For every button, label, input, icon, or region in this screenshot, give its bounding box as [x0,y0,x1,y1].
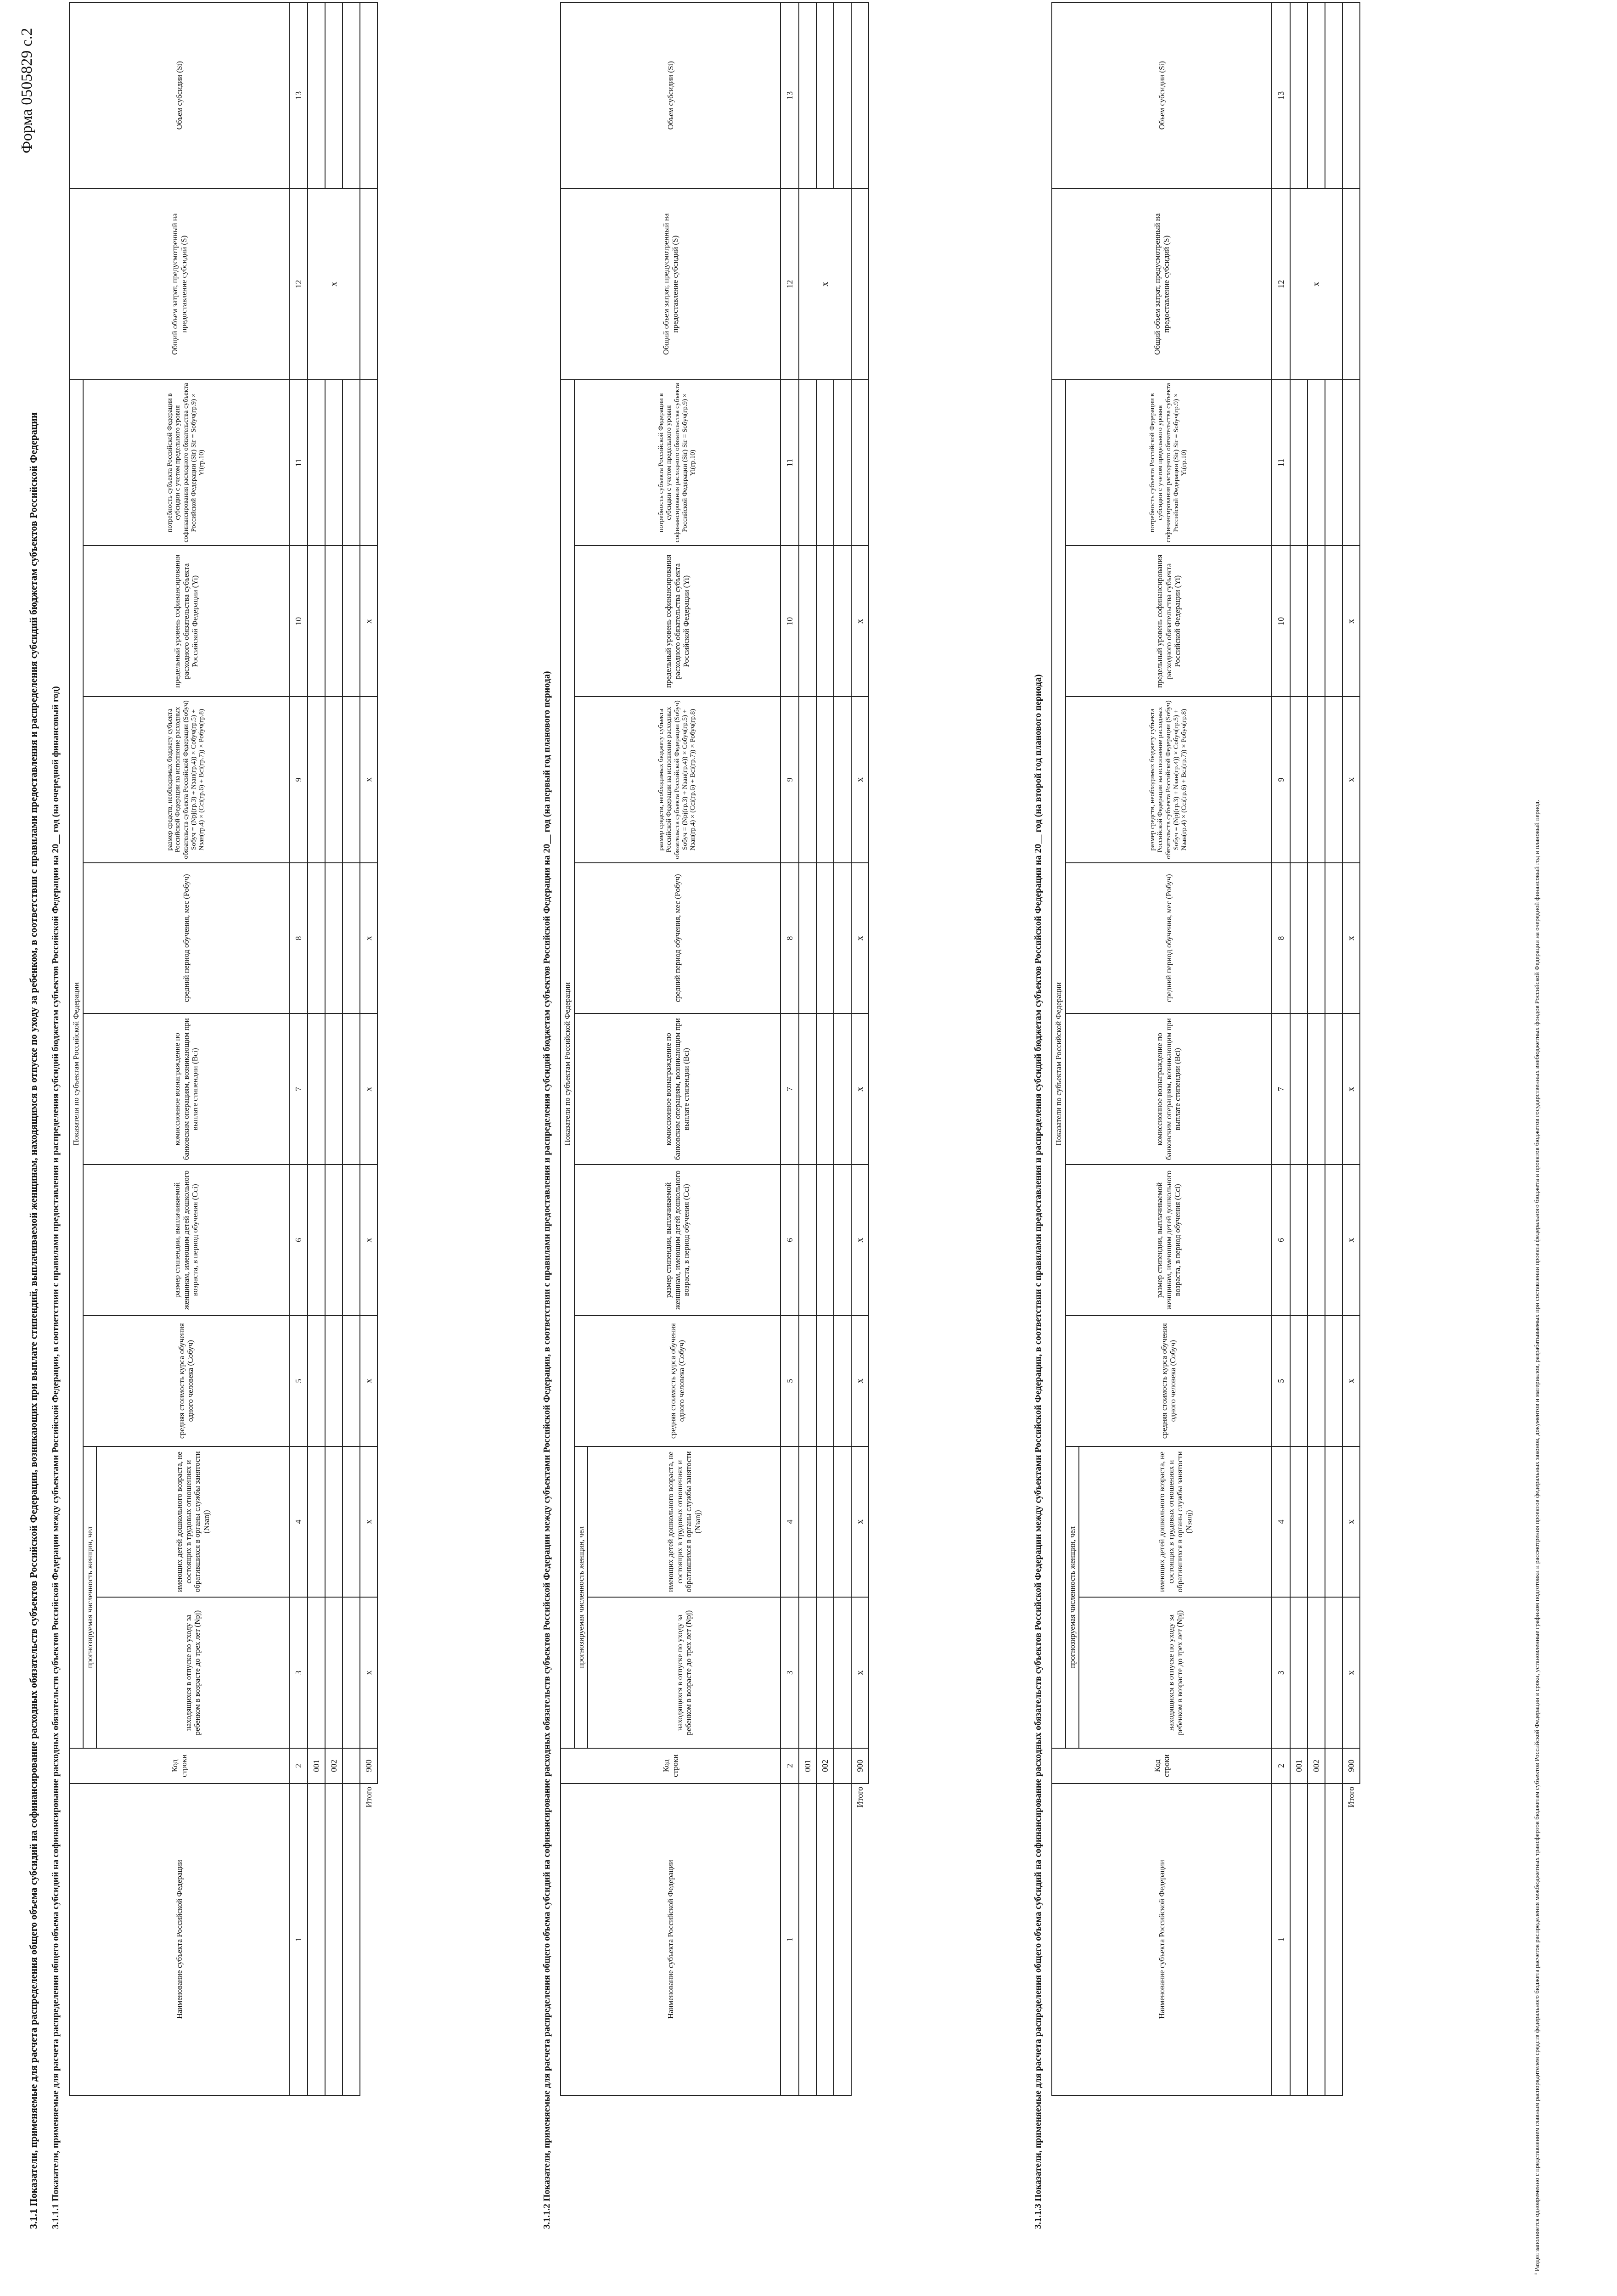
column-number: 3 [289,1597,308,1748]
itogo-code: 900 [1342,1748,1360,1784]
data-cell[interactable] [308,863,325,1014]
data-cell[interactable] [308,1597,325,1748]
column-number: 5 [289,1316,308,1446]
header-name: Наименование субъекта Российской Федерации [561,1784,780,2095]
data-cell[interactable] [360,380,377,546]
data-cell[interactable] [1325,1165,1342,1316]
x-mark: x [1342,546,1360,697]
data-cell[interactable] [1290,2,1308,188]
x-mark: x [851,1013,869,1165]
data-cell[interactable] [1308,1165,1325,1316]
header-indicators-group: Показатели по субъектам Российской Федерации [1052,380,1066,1748]
footnote: ¹ Раздел заполняется одновременно с представлением главным распорядителем средств федерального бюджета расчетов распределения межбюджетных трансфертов бюджетам субъектов Российской Федерации в сроки, установленные графиком подготовки и рассмотрения проектов федеральных законов, документов и материалов, разрабатываемых при составлении проекта федерального бюджета и проектов бюджетов государственных внебюджетных фондов Российской Федерации на очередной финансовый год и плановый период. [1534,800,1541,2275]
x-mark: x [308,188,360,379]
itogo-label: Итого [364,1786,374,1808]
itogo-row [851,2,869,2095]
column-number: 13 [780,2,799,188]
form-code: Форма 0505829 с.2 [18,28,35,153]
column-number: 11 [780,380,799,546]
header-col11: потребность субъекта Российской Федерации в субсидии с учетом предельного уровня софинансирования расходного обязательства субъекта Российской Федерации (Sir) Sir = Sобуч(гр.9) × Yi(гр.10) [1066,380,1272,546]
data-cell[interactable] [1290,1165,1308,1316]
header-col6: размер стипендии, выплачиваемой женщинам, имеющим детей дошкольного возраста, в период обучения (Cсi) [1066,1165,1272,1316]
data-cell[interactable] [342,1597,360,1748]
data-cell[interactable] [1342,380,1360,546]
header-col5: средняя стоимость курса обучения одного человека (Cобуч) [574,1316,781,1446]
data-cell[interactable] [342,1013,360,1165]
x-mark: x [1342,863,1360,1014]
data-cell[interactable] [1308,2,1325,188]
data-cell[interactable] [1290,1446,1308,1598]
column-number: 1 [289,1784,308,2095]
column-number: 7 [289,1013,308,1165]
data-cell[interactable] [834,863,851,1014]
x-mark: x [360,1446,377,1598]
row-code: 002 [816,1748,834,1784]
data-cell[interactable] [851,188,869,379]
x-mark: x [1342,1165,1360,1316]
data-cell[interactable] [816,2,834,188]
data-cell[interactable] [308,1165,325,1316]
data-cell[interactable] [816,1316,834,1446]
data-cell[interactable] [308,1446,325,1598]
header-col4: имеющих детей дошкольного возраста, не состоящих в трудовых отношениях и обратившихся в органы службы занятости (Nзаnj) [588,1446,780,1598]
data-cell[interactable] [834,2,851,188]
x-mark: x [360,863,377,1014]
column-number: 5 [780,1316,799,1446]
data-cell[interactable] [325,1597,342,1748]
section-title-2: 3.1.1.2 Показатели, применяемые для расчета распределения общего объема субсидий на софинансирование расходных обязательств субъектов Российской Федерации между субъектами Российской Федерации, в соответствии с правилами предоставления и распределения субсидий бюджетам субъектов Российской Федерации на 20__ год (на первый год планового периода) [542,671,552,2229]
data-cell[interactable] [325,546,342,697]
data-cell[interactable] [1342,188,1360,379]
header-col4: имеющих детей дошкольного возраста, не состоящих в трудовых отношениях и обратившихся в органы службы занятости (Nзаnj) [1079,1446,1272,1598]
data-cell[interactable] [360,188,377,379]
data-cell[interactable] [325,2,342,188]
data-cell[interactable] [799,380,816,546]
header-name: Наименование субъекта Российской Федерации [1052,1784,1272,2095]
header-col7: комиссионное вознаграждение по банковским операциям, возникающим при выплате стипендии (Bсi) [1066,1013,1272,1165]
header-col13: Объем субсидии (Si) [561,2,780,188]
data-cell[interactable] [851,380,869,546]
header-col10: предельный уровень софинансирования расходного обязательства субъекта Российской Федерации (Yi) [1066,546,1272,697]
column-number: 9 [1272,697,1290,863]
column-number: 2 [780,1748,799,1784]
header-col12: Общий объем затрат, предусмотренный на предоставление субсидий (S) [561,188,780,379]
x-mark: x [360,546,377,697]
column-number: 10 [1272,546,1290,697]
column-number: 3 [1272,1597,1290,1748]
header-code: Код строки [69,1748,289,1784]
column-number: 7 [1272,1013,1290,1165]
data-cell[interactable] [816,1165,834,1316]
header-col9: размер средств, необходимых бюджету субъекта Российской Федерации на исполнение расходных обязательств субъекта Российской Федерации (Sобуч) Sобуч = (Nрj(гр.3) + Nзан(гр.4)) × Cобуч(гр.5) + Nзан(гр.4) × (Cсi(гр.6) + Bсi(гр.7)) × Pобуч(гр.8) [1066,697,1272,863]
data-cell[interactable] [799,1597,816,1748]
column-number: 6 [289,1165,308,1316]
header-indicators-group: Показатели по субъектам Российской Федерации [69,380,83,1748]
x-mark: x [1342,1316,1360,1446]
table-row [308,2,325,2095]
header-col3: находящихся в отпуске по уходу за ребенком в возрасте до трех лет (Nрj) [96,1597,289,1748]
data-cell[interactable] [1290,1597,1308,1748]
data-cell[interactable] [1325,697,1342,863]
column-number: 7 [780,1013,799,1165]
data-cell[interactable] [1308,380,1325,546]
subject-name-cell[interactable] [816,1784,834,2095]
header-col9: размер средств, необходимых бюджету субъекта Российской Федерации на исполнение расходных обязательств субъекта Российской Федерации (Sобуч) Sобуч = (Nрj(гр.3) + Nзан(гр.4)) × Cобуч(гр.5) + Nзан(гр.4) × (Cсi(гр.6) + Bсi(гр.7)) × Pобуч(гр.8) [83,697,290,863]
header-col6: размер стипендии, выплачиваемой женщинам, имеющим детей дошкольного возраста, в период обучения (Cсi) [83,1165,290,1316]
header-col3: находящихся в отпуске по уходу за ребенком в возрасте до трех лет (Nрj) [588,1597,780,1748]
subject-name-cell[interactable] [799,1784,816,2095]
header-women-group: прогнозируемая численность женщин, чел [83,1446,97,1748]
header-col8: средний период обучения, мес (Pобуч) [574,863,781,1014]
column-number: 13 [1272,2,1290,188]
section-table-2 [560,2,869,2096]
column-number: 6 [780,1165,799,1316]
data-cell[interactable] [799,1446,816,1598]
row-code: 001 [799,1748,816,1784]
x-mark: x [360,697,377,863]
subject-name-cell[interactable] [308,1784,325,2095]
row-code [342,1748,360,1784]
header-col10: предельный уровень софинансирования расходного обязательства субъекта Российской Федерации (Yi) [574,546,781,697]
data-cell[interactable] [1308,1316,1325,1446]
column-number: 1 [1272,1784,1290,2095]
data-cell[interactable] [799,1316,816,1446]
itogo-row [360,2,377,2095]
header-code: Код строки [1052,1748,1272,1784]
column-number: 10 [289,546,308,697]
data-cell[interactable] [308,1316,325,1446]
header-name: Наименование субъекта Российской Федерации [69,1784,289,2095]
data-cell[interactable] [325,697,342,863]
header-code: Код строки [561,1748,780,1784]
data-cell[interactable] [1325,863,1342,1014]
x-mark: x [360,1597,377,1748]
header-col5: средняя стоимость курса обучения одного человека (Cобуч) [83,1316,290,1446]
data-cell[interactable] [816,1597,834,1748]
data-cell[interactable] [799,697,816,863]
header-col13: Объем субсидии (Si) [1052,2,1272,188]
x-mark: x [851,1597,869,1748]
column-number: 4 [780,1446,799,1598]
data-cell[interactable] [308,1013,325,1165]
header-col3: находящихся в отпуске по уходу за ребенком в возрасте до трех лет (Nрj) [1079,1597,1272,1748]
data-cell[interactable] [1308,1446,1325,1598]
data-cell[interactable] [851,2,869,188]
itogo-code: 900 [360,1748,377,1784]
x-mark: x [851,1316,869,1446]
data-cell[interactable] [325,380,342,546]
table-row [799,2,816,2095]
data-cell[interactable] [325,1316,342,1446]
header-col4: имеющих детей дошкольного возраста, не состоящих в трудовых отношениях и обратившихся в органы службы занятости (Nзаnj) [96,1446,289,1598]
column-number: 8 [1272,863,1290,1014]
data-cell[interactable] [1308,1013,1325,1165]
column-number: 2 [289,1748,308,1784]
column-number: 9 [780,697,799,863]
column-number: 12 [1272,188,1290,379]
data-cell[interactable] [1290,697,1308,863]
data-cell[interactable] [1290,546,1308,697]
data-cell[interactable] [799,863,816,1014]
data-cell[interactable] [1325,1446,1342,1598]
header-col7: комиссионное вознаграждение по банковским операциям, возникающим при выплате стипендии (Bсi) [574,1013,781,1165]
x-mark: x [851,546,869,697]
table-row [1290,2,1308,2095]
subject-name-cell[interactable] [1308,1784,1325,2095]
data-cell[interactable] [816,546,834,697]
data-cell[interactable] [834,380,851,546]
subject-name-cell[interactable] [1290,1784,1308,2095]
column-number: 2 [1272,1748,1290,1784]
column-number: 11 [1272,380,1290,546]
column-number: 10 [780,546,799,697]
data-cell[interactable] [308,546,325,697]
itogo-row [1342,2,1360,2095]
itogo-label: Итого [855,1786,865,1808]
header-col6: размер стипендии, выплачиваемой женщинам, имеющим детей дошкольного возраста, в период обучения (Cсi) [574,1165,781,1316]
row-code [1325,1748,1342,1784]
data-cell[interactable] [1342,2,1360,188]
column-number: 8 [780,863,799,1014]
data-cell[interactable] [834,1316,851,1446]
section-title-1: 3.1.1.1 Показатели, применяемые для расчета распределения общего объема субсидий на софинансирование расходных обязательств субъектов Российской Федерации между субъектами Российской Федерации, в соответствии с правилами предоставления и распределения субсидий бюджетам субъектов Российской Федерации на 20__ год (на очередной финансовый год) [51,686,61,2229]
data-cell[interactable] [1325,546,1342,697]
data-cell[interactable] [799,1013,816,1165]
row-code: 001 [1290,1748,1308,1784]
data-cell[interactable] [1308,546,1325,697]
x-mark: x [851,1165,869,1316]
row-code: 002 [1308,1748,1325,1784]
x-mark: x [1342,1446,1360,1598]
row-code: 002 [325,1748,342,1784]
data-cell[interactable] [834,697,851,863]
main-heading: 3.1.1 Показатели, применяемые для расчета распределения общего объема субсидий на софинансирование расходных обязательств субъектов Российской Федерации, возникающих при выплате стипендий, выплачиваемой женщинам, находящимся в отпуске по уходу за ребенком, в соответствии с правилами предоставления и распределения субсидий бюджетам субъектов Российской Федерации [28,412,39,2229]
header-col8: средний период обучения, мес (Pобуч) [83,863,290,1014]
data-cell[interactable] [1325,2,1342,188]
data-cell[interactable] [1290,863,1308,1014]
header-col8: средний период обучения, мес (Pобуч) [1066,863,1272,1014]
column-number: 4 [1272,1446,1290,1598]
itogo-label: Итого [1347,1786,1356,1808]
section-table-1 [69,2,378,2096]
header-col12: Общий объем затрат, предусмотренный на предоставление субсидий (S) [69,188,289,379]
header-col9: размер средств, необходимых бюджету субъекта Российской Федерации на исполнение расходных обязательств субъекта Российской Федерации (Sобуч) Sобуч = (Nрj(гр.3) + Nзан(гр.4)) × Cобуч(гр.5) + Nзан(гр.4) × (Cсi(гр.6) + Bсi(гр.7)) × Pобуч(гр.8) [574,697,781,863]
data-cell[interactable] [1308,863,1325,1014]
header-women-group: прогнозируемая численность женщин, чел [574,1446,588,1748]
data-cell[interactable] [1290,380,1308,546]
data-cell[interactable] [1290,1316,1308,1446]
subject-name-cell[interactable] [342,1784,360,2095]
x-mark: x [360,1165,377,1316]
data-cell[interactable] [834,1446,851,1598]
x-mark: x [799,188,851,379]
data-cell[interactable] [325,1446,342,1598]
data-cell[interactable] [1325,380,1342,546]
x-mark: x [1342,1597,1360,1748]
row-code [834,1748,851,1784]
x-mark: x [851,1446,869,1598]
column-number: 13 [289,2,308,188]
data-cell[interactable] [1325,1597,1342,1748]
data-cell[interactable] [342,1446,360,1598]
data-cell[interactable] [342,863,360,1014]
data-cell[interactable] [799,1165,816,1316]
data-cell[interactable] [325,863,342,1014]
column-number: 8 [289,863,308,1014]
data-cell[interactable] [360,2,377,188]
header-col13: Объем субсидии (Si) [69,2,289,188]
subject-name-cell[interactable] [834,1784,851,2095]
data-cell[interactable] [1325,1013,1342,1165]
x-mark: x [360,1316,377,1446]
subject-name-cell[interactable] [1325,1784,1342,2095]
data-cell[interactable] [816,697,834,863]
data-cell[interactable] [1308,1597,1325,1748]
row-code: 001 [308,1748,325,1784]
header-col10: предельный уровень софинансирования расходного обязательства субъекта Российской Федерации (Yi) [83,546,290,697]
header-indicators-group: Показатели по субъектам Российской Федерации [561,380,574,1748]
subject-name-cell[interactable] [325,1784,342,2095]
x-mark: x [1342,1013,1360,1165]
header-col11: потребность субъекта Российской Федерации в субсидии с учетом предельного уровня софинансирования расходного обязательства субъекта Российской Федерации (Sir) Sir = Sобуч(гр.9) × Yi(гр.10) [83,380,290,546]
header-col12: Общий объем затрат, предусмотренный на предоставление субсидий (S) [1052,188,1272,379]
data-cell[interactable] [816,1446,834,1598]
data-cell[interactable] [799,546,816,697]
column-number: 1 [780,1784,799,2095]
x-mark: x [360,1013,377,1165]
data-cell[interactable] [308,2,325,188]
data-cell[interactable] [834,1013,851,1165]
column-number: 9 [289,697,308,863]
data-cell[interactable] [1290,1013,1308,1165]
column-number: 3 [780,1597,799,1748]
data-cell[interactable] [799,2,816,188]
x-mark: x [851,697,869,863]
data-cell[interactable] [325,1013,342,1165]
data-cell[interactable] [1325,1316,1342,1446]
data-cell[interactable] [834,1165,851,1316]
section-table-3 [1051,2,1360,2096]
itogo-code: 900 [851,1748,869,1784]
data-cell[interactable] [342,1165,360,1316]
data-cell[interactable] [325,1165,342,1316]
x-mark: x [1290,188,1342,379]
data-cell[interactable] [342,1316,360,1446]
data-cell[interactable] [342,380,360,546]
x-mark: x [1342,697,1360,863]
data-cell[interactable] [308,697,325,863]
header-col5: средняя стоимость курса обучения одного человека (Cобуч) [1066,1316,1272,1446]
data-cell[interactable] [342,697,360,863]
section-title-3: 3.1.1.3 Показатели, применяемые для расчета распределения общего объема субсидий на софинансирование расходных обязательств субъектов Российской Федерации между субъектами Российской Федерации, в соответствии с правилами предоставления и распределения субсидий бюджетам субъектов Российской Федерации на 20__ год (на второй год планового периода) [1033,674,1043,2229]
data-cell[interactable] [816,1013,834,1165]
data-cell[interactable] [1308,697,1325,863]
data-cell[interactable] [834,546,851,697]
column-number: 6 [1272,1165,1290,1316]
x-mark: x [851,863,869,1014]
column-number: 4 [289,1446,308,1598]
header-women-group: прогнозируемая численность женщин, чел [1066,1446,1079,1748]
data-cell[interactable] [308,380,325,546]
data-cell[interactable] [816,863,834,1014]
data-cell[interactable] [342,546,360,697]
column-number: 12 [289,188,308,379]
header-col7: комиссионное вознаграждение по банковским операциям, возникающим при выплате стипендии (Bсi) [83,1013,290,1165]
data-cell[interactable] [834,1597,851,1748]
data-cell[interactable] [816,380,834,546]
column-number: 5 [1272,1316,1290,1446]
data-cell[interactable] [342,2,360,188]
header-col11: потребность субъекта Российской Федерации в субсидии с учетом предельного уровня софинансирования расходного обязательства субъекта Российской Федерации (Sir) Sir = Sобуч(гр.9) × Yi(гр.10) [574,380,781,546]
column-number: 12 [780,188,799,379]
column-number: 11 [289,380,308,546]
